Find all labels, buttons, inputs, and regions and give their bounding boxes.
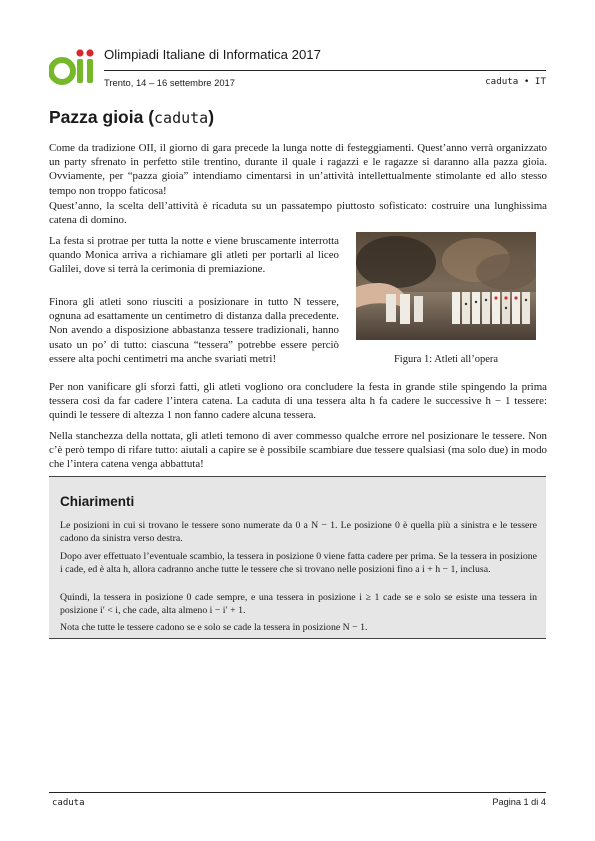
title-text: Pazza gioia ( (49, 107, 155, 127)
footer-task-code: caduta (52, 798, 85, 808)
clarification-2: Dopo aver effettuato l’eventuale scambio, la tessera in posizione 0 viene fatta cadere per prima. Se la tessera in posizione i cade, ed è alta h, allora cadranno anche tutte le tessere che si trovano nelle posizioni fino a i + h − 1, inclusa. (60, 551, 537, 576)
header-title: Olimpiadi Italiane di Informatica 2017 (104, 47, 321, 62)
paragraph-party: La festa si protrae per tutta la notte e viene bruscamente interrotta quando Monica arriva a richiamare gli atleti per portarli al liceo Galilei, dove si terrà la cerimonia di premiazione. (49, 235, 339, 276)
paragraph-tiles: Finora gli atleti sono riusciti a posizionare in tutto N tessere, ognuna ad esattamente un centimetro di distanza dalla precedente. Non avendo a disposizione abbastanza tessere tradizionali, hanno usato un po’ di tutto: ciascuna “tessera” potrebbe essere perciò essere alta pochi centimetri ma anche svariati metri! (49, 296, 339, 365)
paragraph-intro: Come da tradizione OII, il giorno di gara precede la lunga notte di festeggiamenti. Quest’anno verrà organizzato un party sfrenato in perfetto stile trentino, durante il quale i ragazzi e le ragazze si daranno alla pazza gioia. Ovviamente, per “pazza gioia” intendiamo cimentarsi in un’attività intellettualmente stimolante ed allo stesso tempo non troppo faticosa! (49, 142, 547, 197)
clarification-4: Nota che tutte le tessere cadono se e solo se cade la tessera in posizione N − 1. (60, 622, 368, 633)
clarification-3: Quindi, la tessera in posizione 0 cade sempre, e una tessera in posizione i ≥ 1 cade se e solo se esiste una tessera in posizione i′ < i, che cade, alta almeno i − i′ + 1. (60, 592, 537, 617)
page-title (49, 107, 214, 128)
domino-photo (356, 232, 536, 340)
footer-page-number: Pagina 1 di 4 (492, 797, 546, 807)
clarification-1: Le posizioni in cui si trovano le tessere sono numerate da 0 a N − 1. Le posizione 0 è quella più a sinistra e le tessere cadono da sinistra verso destra. (60, 520, 537, 545)
clarifications-box (49, 476, 546, 639)
footer-rule (49, 792, 546, 793)
figure-caption: Figura 1: Atleti all’opera (393, 354, 499, 365)
title-close: ) (208, 107, 215, 127)
paragraph-activity: Quest’anno, la scelta dell’attività è ricaduta su un passatempo piuttosto sofisticato: costruire una lunghissima catena di domino. (49, 200, 547, 227)
paragraph-goal: Per non vanificare gli sforzi fatti, gli atleti vogliono ora concludere la festa in grande stile spingendo la prima tessera così da far cadere l’intera catena. La caduta di una tessera alta h fa cadere le successive h − 1 tessere: quindi le tessere di altezza 1 non fanno cadere alcuna tessera. (49, 381, 547, 422)
paragraph-task: Nella stanchezza della nottata, gli atleti temono di aver commesso qualche errore nel posizionare le tessere. Non c’è però tempo di rifare tutto: aiutali a capire se è possibile scambiare due tessere qualsiasi (ma solo due) in modo che l’intera catena venga abbattuta! (49, 430, 547, 471)
header-rule (104, 70, 546, 71)
title-code: caduta (154, 109, 209, 127)
oii-logo (49, 47, 97, 87)
header-subtitle: Trento, 14 – 16 settembre 2017 (104, 77, 235, 88)
clarifications-title: Chiarimenti (60, 494, 135, 509)
header-task-code: caduta • IT (485, 76, 546, 87)
